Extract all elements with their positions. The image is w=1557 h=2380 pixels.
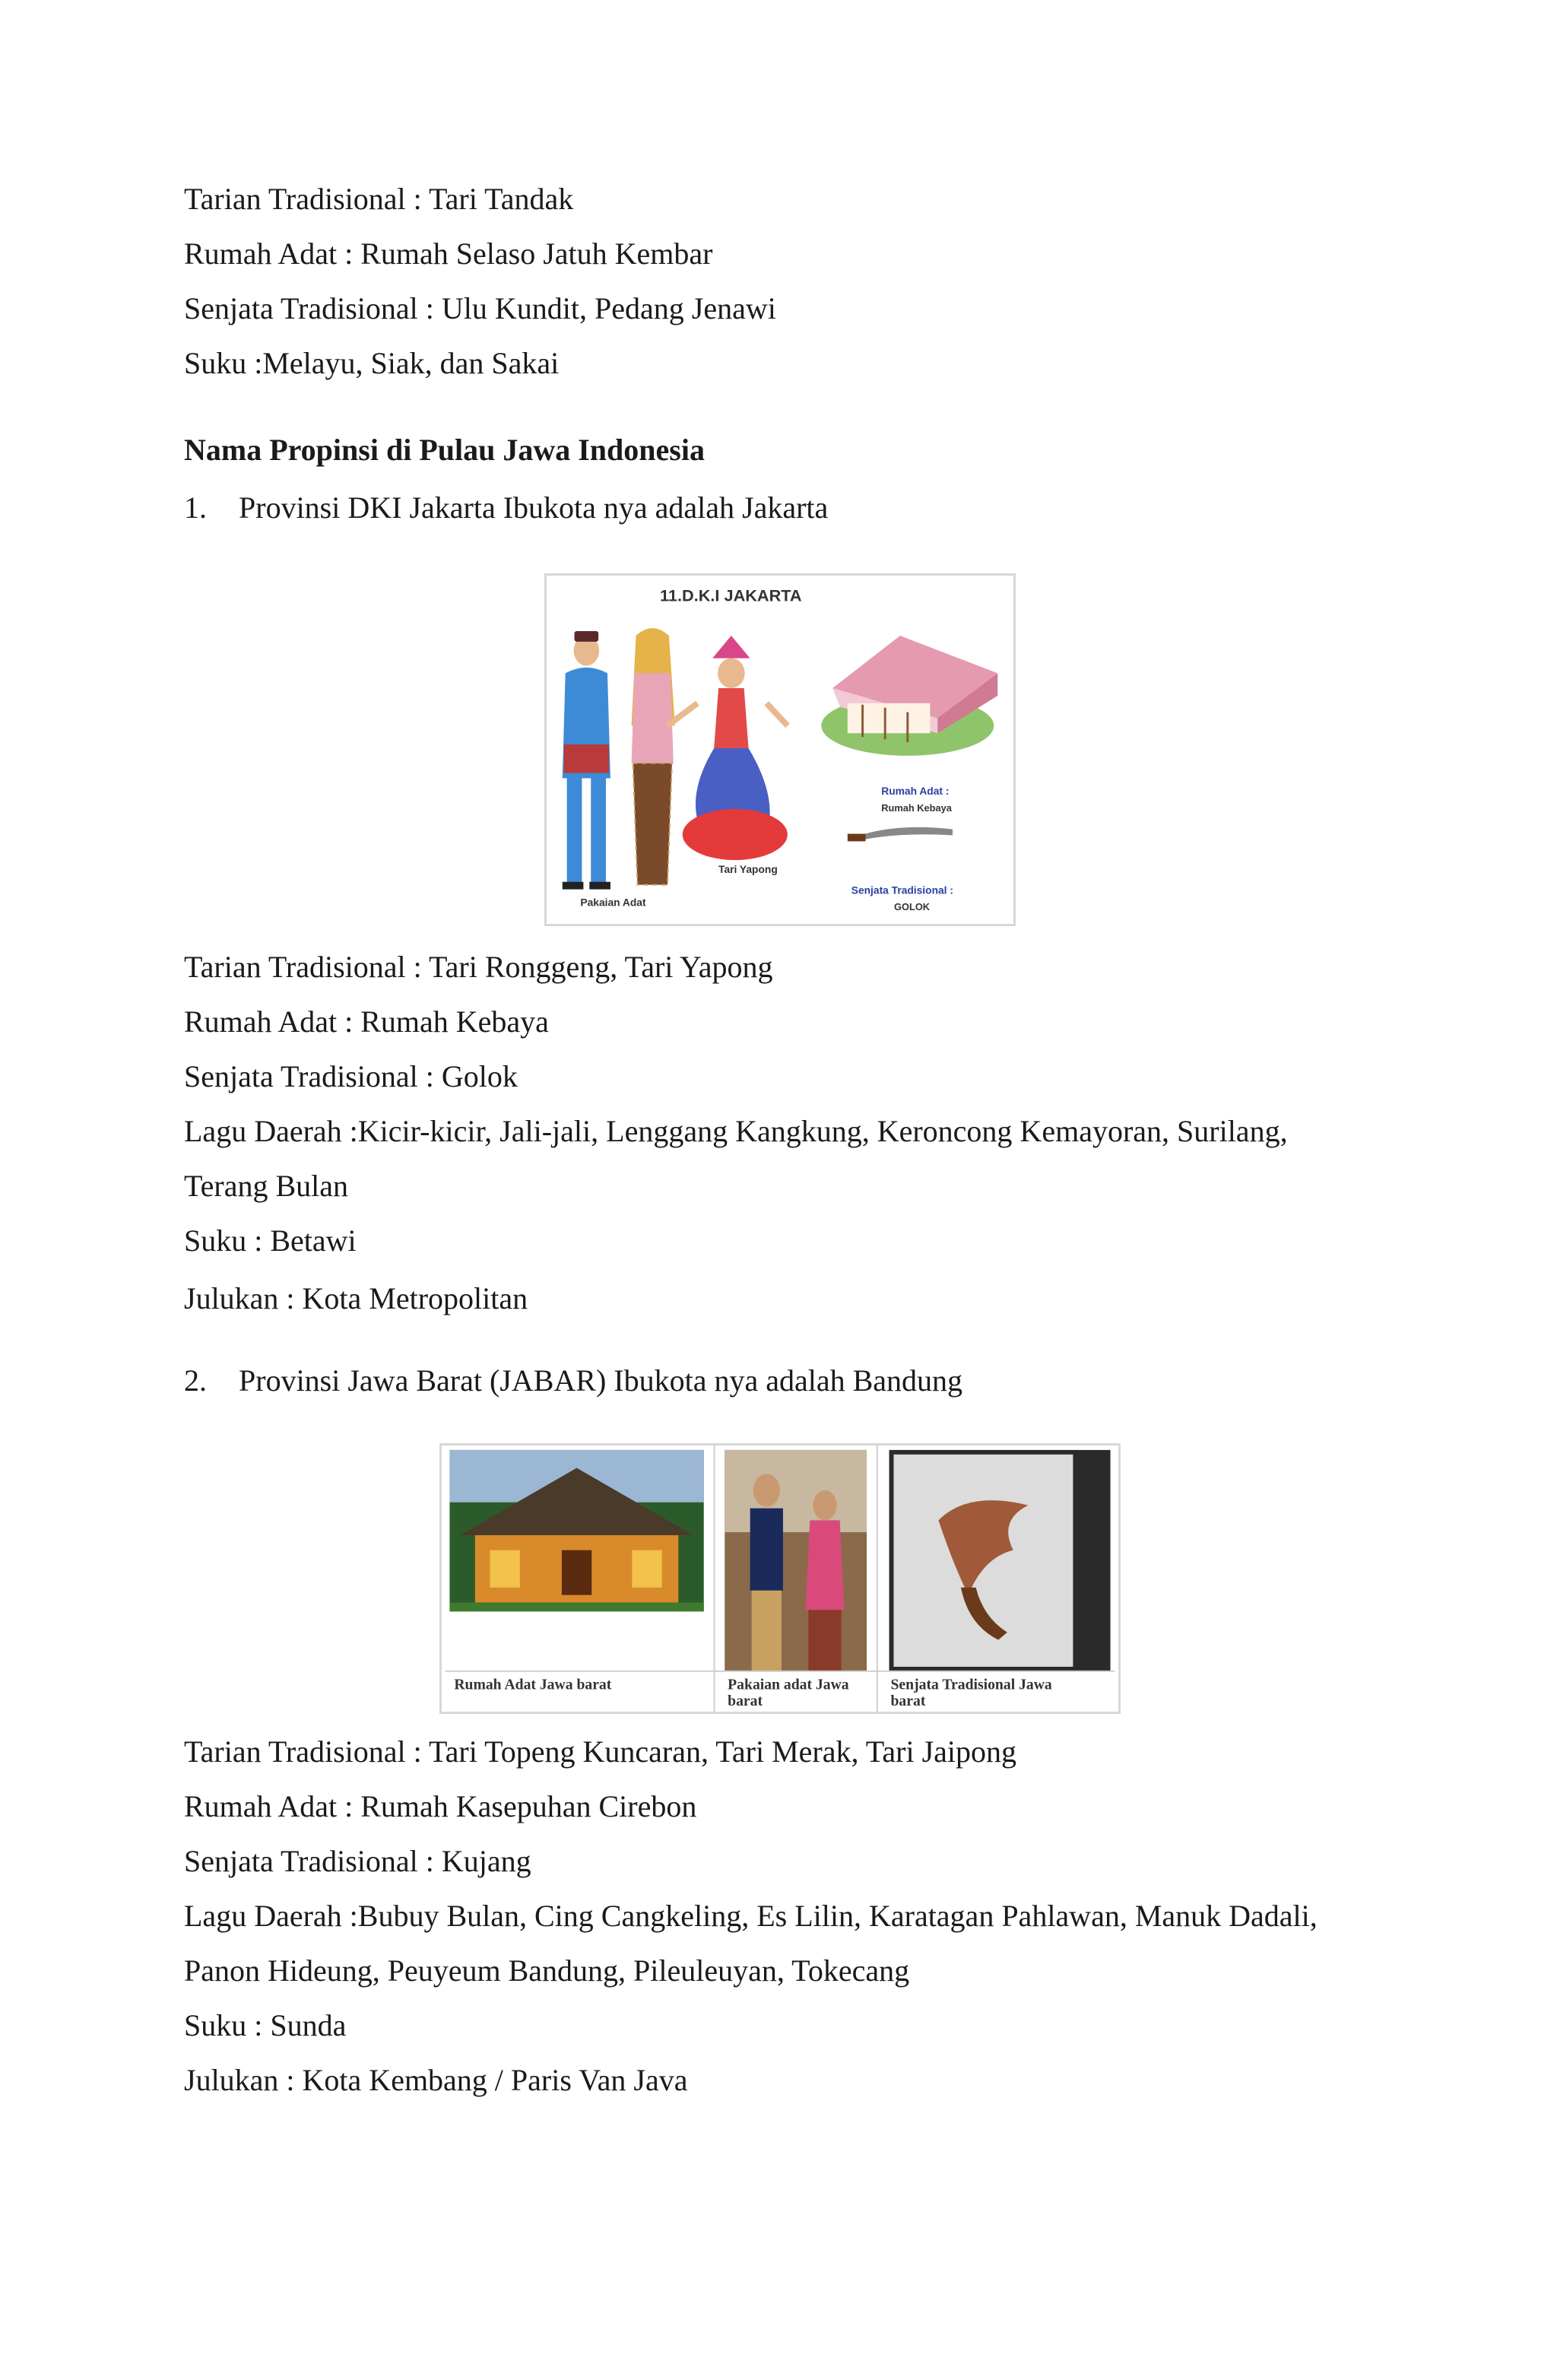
illustration-title: 11.D.K.I JAKARTA (660, 585, 802, 605)
rumah-label: Rumah Adat : (881, 785, 950, 798)
dki-lagu-line2: Terang Bulan (184, 1169, 349, 1203)
golok-handle (848, 834, 866, 842)
rumah-adat-photo (449, 1450, 703, 1611)
dki-rumah: Rumah Adat : Rumah Kebaya (184, 1004, 549, 1039)
caption-senjata-line2: barat (890, 1693, 926, 1710)
caption-pakaian-line1: Pakaian adat Jawa (728, 1676, 849, 1693)
woman-figure (632, 628, 675, 885)
list-item-title: Provinsi DKI Jakarta Ibukota nya adalah Jakarta (239, 490, 829, 525)
jabar-lagu-line1: Lagu Daerah :Bubuy Bulan, Cing Cangkeling, Es Lilin, Karatagan Pahlawan, Manuk Dadali, (184, 1899, 1318, 1933)
jabar-tarian: Tarian Tradisional : Tari Topeng Kuncaran, Tari Merak, Tari Jaipong (184, 1734, 1017, 1769)
caption-senjata-line1: Senjata Tradisional Jawa (890, 1676, 1052, 1693)
jabar-rumah: Rumah Adat : Rumah Kasepuhan Cirebon (184, 1789, 697, 1823)
senjata-label: Senjata Tradisional : (851, 884, 953, 896)
dki-julukan: Julukan : Kota Metropolitan (184, 1281, 528, 1315)
list-item-title: Provinsi Jawa Barat (JABAR) Ibukota nya adalah Bandung (239, 1363, 963, 1398)
dki-tarian: Tarian Tradisional : Tari Ronggeng, Tari Yapong (184, 950, 773, 984)
jabar-lagu-line2: Panon Hideung, Peuyeum Bandung, Pileuleuyan, Tokecang (184, 1953, 910, 1988)
kujang-photo (889, 1450, 1111, 1671)
list-number: 2. (184, 1363, 207, 1398)
jabar-julukan: Julukan : Kota Kembang / Paris Van Java (184, 2063, 688, 2097)
riau-senjata: Senjata Tradisional : Ulu Kundit, Pedang Jenawi (184, 291, 776, 325)
caption-rumah: Rumah Adat Jawa barat (454, 1676, 612, 1693)
jabar-photo-strip (439, 1443, 1121, 1714)
jabar-suku: Suku : Sunda (184, 2008, 347, 2042)
riau-rumah: Rumah Adat : Rumah Selaso Jatuh Kembar (184, 236, 713, 271)
section-heading: Nama Propinsi di Pulau Jawa Indonesia (184, 433, 705, 467)
rumah-value: Rumah Kebaya (881, 801, 952, 814)
dki-lagu-line1: Lagu Daerah :Kicir-kicir, Jali-jali, Lenggang Kangkung, Keroncong Kemayoran, Surilang, (184, 1114, 1288, 1148)
dki-suku: Suku : Betawi (184, 1223, 357, 1258)
dki-jakarta-illustration (544, 573, 1016, 926)
riau-suku: Suku :Melayu, Siak, dan Sakai (184, 346, 560, 380)
pakaian-adat-photo (725, 1450, 867, 1671)
riau-tarian: Tarian Tradisional : Tari Tandak (184, 182, 574, 216)
senjata-value: GOLOK (894, 901, 931, 913)
jabar-senjata: Senjata Tradisional : Kujang (184, 1844, 531, 1878)
pakaian-label: Pakaian Adat (580, 896, 646, 909)
caption-pakaian-line2: barat (728, 1693, 763, 1710)
tari-label: Tari Yapong (718, 862, 778, 875)
list-number: 1. (184, 490, 207, 525)
dki-senjata: Senjata Tradisional : Golok (184, 1059, 518, 1093)
